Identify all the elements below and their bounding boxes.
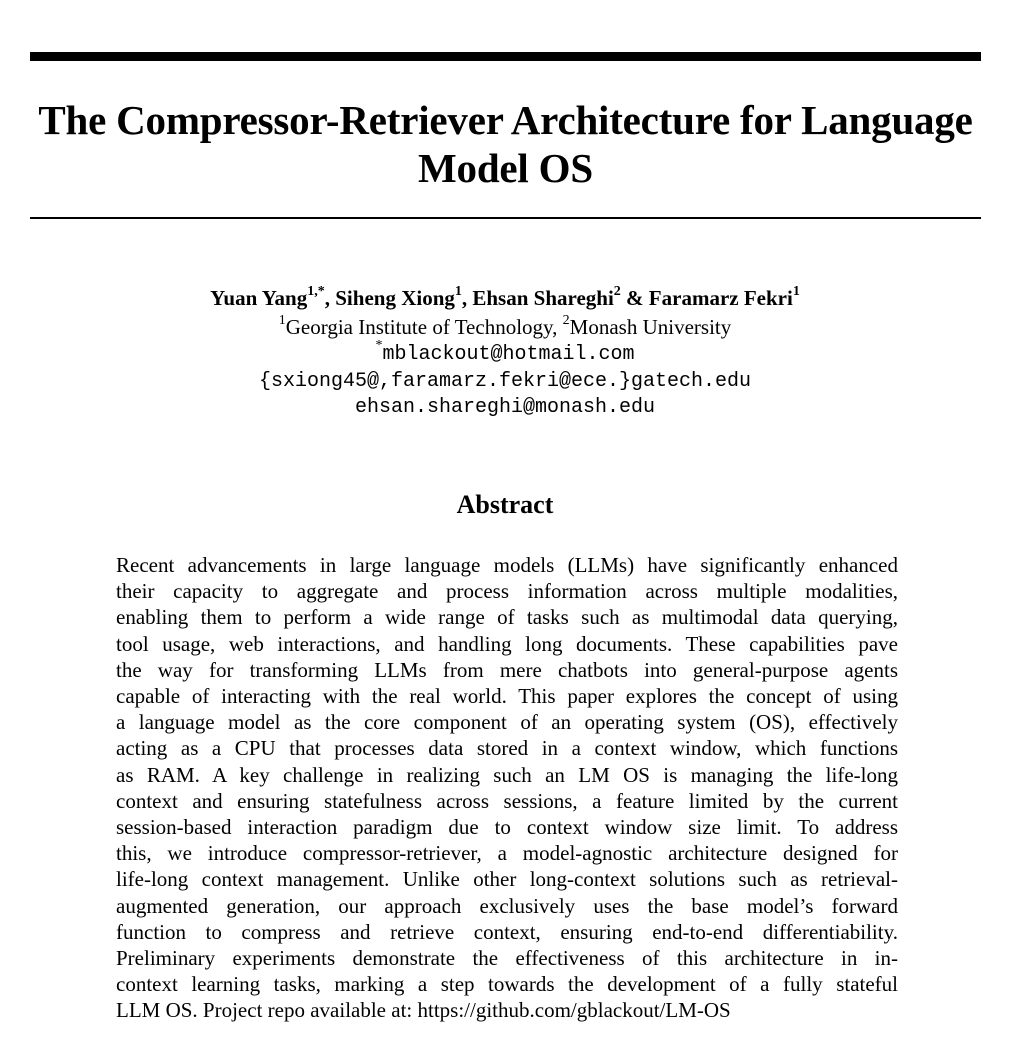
author-affiliation-marker: 1,* <box>307 284 325 299</box>
author-affiliation-marker: 1 <box>792 284 800 299</box>
affiliation-marker: 2 <box>562 313 570 328</box>
author-separator: , <box>324 286 336 310</box>
abstract-line: life-long context management. Unlike other long-context solutions such as retrieval- <box>116 867 898 892</box>
email-line <box>0 395 1010 421</box>
author-name: Faramarz Fekri <box>648 286 793 310</box>
abstract-line: tool usage, web interactions, and handling long documents. These capabilities pave <box>116 631 898 656</box>
email-line <box>0 338 1010 368</box>
paper-title-line: The Compressor-Retriever Architecture for Language <box>38 97 973 143</box>
author-separator: & <box>620 286 649 310</box>
abstract-line: function to compress and retrieve context, ensuring end-to-end differentiability. <box>116 919 898 944</box>
affiliation-name: Georgia Institute of Technology <box>285 315 553 339</box>
abstract-line: the way for transforming LLMs from mere chatbots into general-purpose agents <box>116 657 898 682</box>
email-address[interactable]: mblackout@hotmail.com <box>382 343 635 366</box>
author-list <box>0 284 1010 312</box>
title-bottom-rule <box>30 217 981 219</box>
abstract-line: acting as a CPU that processes data stored in a context window, which functions <box>116 736 898 761</box>
email-marker: * <box>375 338 383 354</box>
author-name: Yuan Yang <box>210 286 308 310</box>
abstract-line: LLM OS. Project repo available at: https://github.com/gblackout/LM-OS <box>116 998 731 1023</box>
email-line <box>0 369 1010 395</box>
affiliation-separator: , <box>552 315 563 339</box>
author-name: Ehsan Shareghi <box>472 286 614 310</box>
abstract-line: context and ensuring statefulness across sessions, a feature limited by the current <box>116 788 898 813</box>
author-affiliation-marker: 2 <box>613 284 621 299</box>
email-address[interactable]: ehsan.shareghi@monash.edu <box>354 396 656 419</box>
title-top-rule <box>30 52 981 61</box>
abstract-line: augmented generation, our approach exclusively uses the base model’s forward <box>116 893 898 918</box>
abstract-line: Recent advancements in large language models (LLMs) have significantly enhanced <box>116 553 898 577</box>
email-address[interactable]: {sxiong45@,faramarz.fekri@ece.}gatech.edu <box>258 370 752 393</box>
affiliation-name: Monash University <box>569 315 732 339</box>
abstract-line: context learning tasks, marking a step towards the development of a fully stateful <box>116 972 898 997</box>
abstract-line: Preliminary experiments demonstrate the effectiveness of this architecture in in- <box>116 946 898 971</box>
abstract-line: capable of interacting with the real world. This paper explores the concept of using <box>116 684 898 709</box>
abstract-line: their capacity to aggregate and process information across multiple modalities, <box>116 579 898 604</box>
author-separator: , <box>461 286 473 310</box>
abstract-line: as RAM. A key challenge in realizing such an LM OS is managing the life-long <box>116 762 898 787</box>
paper-title <box>20 96 991 192</box>
author-affiliation-marker: 1 <box>454 284 462 299</box>
affiliation-list <box>0 313 1010 341</box>
abstract-line: a language model as the core component of an operating system (OS), effectively <box>116 710 898 735</box>
author-name: Siheng Xiong <box>335 286 455 310</box>
abstract-heading: Abstract <box>456 490 554 519</box>
affiliation-marker: 1 <box>278 313 286 328</box>
abstract-body <box>116 552 898 1024</box>
abstract-line: enabling them to perform a wide range of tasks such as multimodal data querying, <box>116 605 898 630</box>
abstract-line: session-based interaction paradigm due to context window size limit. To address <box>116 815 898 840</box>
abstract-line: this, we introduce compressor-retriever, a model-agnostic architecture designed for <box>116 841 898 866</box>
paper-title-line: Model OS <box>418 145 593 191</box>
